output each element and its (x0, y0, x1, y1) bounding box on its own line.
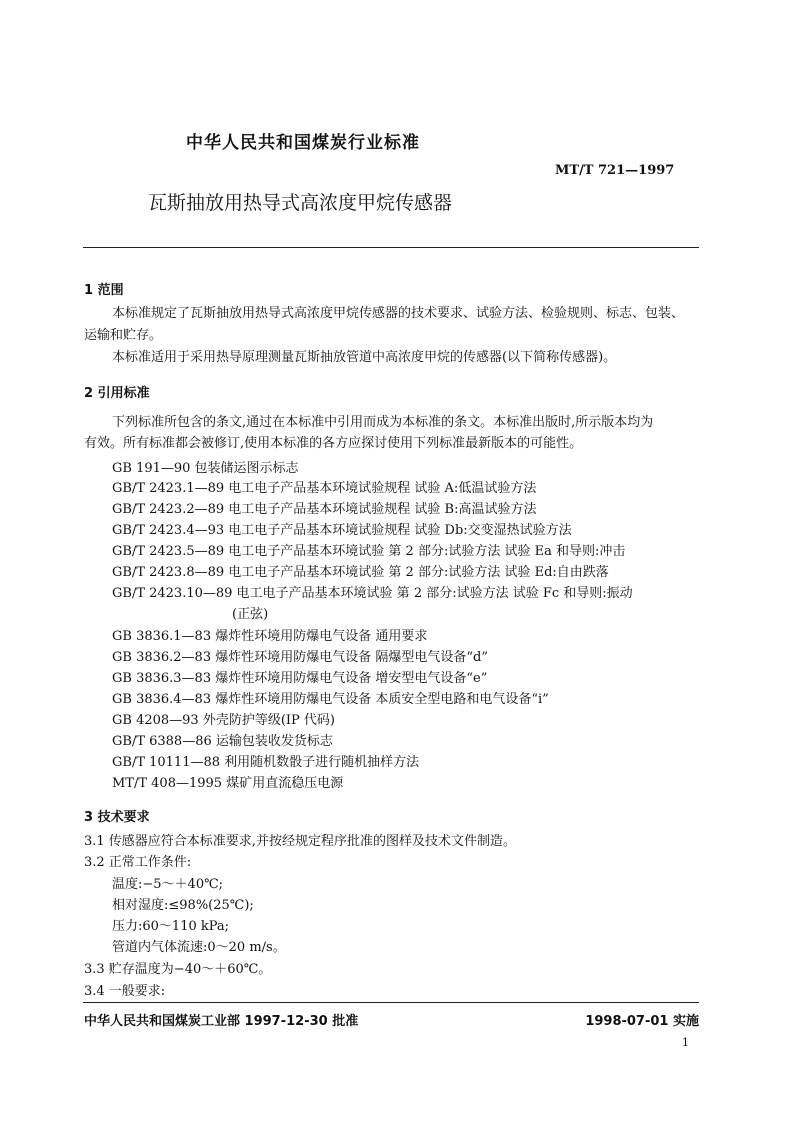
header-divider (83, 247, 699, 248)
reference-item: GB 3836.4—83 爆炸性环境用防爆电气设备 本质安全型电路和电气设备“i” (112, 692, 549, 707)
section-2-paragraph-line-1: 下列标准所包含的条文,通过在本标准中引用而成为本标准的条文。本标准出版时,所示版本均为 (112, 415, 654, 430)
reference-item: GB/T 2423.8—89 电工电子产品基本环境试验 第 2 部分:试验方法 试验 Ed:自由跌落 (112, 565, 609, 580)
standard-code: MT/T 721—1997 (555, 163, 675, 178)
reference-item: GB/T 6388—86 运输包装收发货标志 (112, 734, 333, 749)
reference-item: MT/T 408—1995 煤矿用直流稳压电源 (112, 776, 344, 791)
section-1-paragraph-1-line-1: 本标准规定了瓦斯抽放用热导式高浓度甲烷传感器的技术要求、试验方法、检验规则、标志、包装、 (112, 306, 685, 321)
condition-temperature: 温度:−5～＋40℃; (112, 877, 224, 892)
condition-flow-rate: 管道内气体流速:0～20 m/s。 (112, 940, 286, 955)
section-3-heading: 3 技术要求 (84, 810, 150, 825)
condition-pressure: 压力:60～110 kPa; (112, 919, 230, 934)
reference-item: GB 3836.3—83 爆炸性环境用防爆电气设备 增安型电气设备“e” (112, 671, 488, 686)
section-1-paragraph-1-line-2: 运输和贮存。 (84, 328, 163, 343)
reference-item: GB/T 2423.10—89 电工电子产品基本环境试验 第 2 部分:试验方法 试验 Fc 和导则:振动 (112, 586, 633, 601)
reference-item: GB 3836.2—83 爆炸性环境用防爆电气设备 隔爆型电气设备“d” (112, 650, 488, 665)
reference-item: GB/T 2423.2—89 电工电子产品基本环境试验规程 试验 B:高温试验方法 (112, 502, 537, 517)
section-1-paragraph-2: 本标准适用于采用热导原理测量瓦斯抽放管道中高浓度甲烷的传感器(以下简称传感器)。 (112, 350, 617, 365)
section-1-heading: 1 范围 (84, 283, 124, 298)
document-title: 瓦斯抽放用热导式高浓度甲烷传感器 (148, 192, 453, 214)
clause-3-4: 3.4 一般要求: (84, 984, 166, 999)
clause-3-2: 3.2 正常工作条件: (84, 855, 192, 870)
reference-item: GB 191—90 包装储运图示标志 (112, 461, 299, 476)
footer-divider (83, 1002, 699, 1003)
reference-item: GB 4208—93 外壳防护等级(IP 代码) (112, 713, 335, 728)
reference-item-continuation: (正弦) (232, 607, 269, 622)
reference-item: GB/T 10111—88 利用随机数骰子进行随机抽样方法 (112, 755, 420, 770)
issuing-body-title: 中华人民共和国煤炭行业标准 (186, 133, 420, 153)
clause-3-3: 3.3 贮存温度为−40～＋60℃。 (84, 962, 272, 977)
approval-line: 中华人民共和国煤炭工业部 1997-12-30 批准 (84, 1014, 359, 1029)
page-number: 1 (682, 1036, 689, 1049)
section-2-heading: 2 引用标准 (84, 386, 150, 401)
section-2-paragraph-line-2: 有效。所有标准都会被修订,使用本标准的各方应探讨使用下列标准最新版本的可能性。 (84, 436, 583, 451)
effective-date: 1998-07-01 实施 (585, 1014, 699, 1029)
reference-item: GB 3836.1—83 爆炸性环境用防爆电气设备 通用要求 (112, 629, 428, 644)
reference-item: GB/T 2423.5—89 电工电子产品基本环境试验 第 2 部分:试验方法 试验 Ea 和导则:冲击 (112, 544, 626, 559)
reference-item: GB/T 2423.4—93 电工电子产品基本环境试验规程 试验 Db:交变湿热试验方法 (112, 523, 572, 538)
reference-item: GB/T 2423.1—89 电工电子产品基本环境试验规程 试验 A:低温试验方法 (112, 481, 537, 496)
condition-humidity: 相对湿度:≤98%(25℃); (112, 898, 254, 913)
clause-3-1: 3.1 传感器应符合本标准要求,并按经规定程序批准的图样及技术文件制造。 (84, 834, 516, 849)
